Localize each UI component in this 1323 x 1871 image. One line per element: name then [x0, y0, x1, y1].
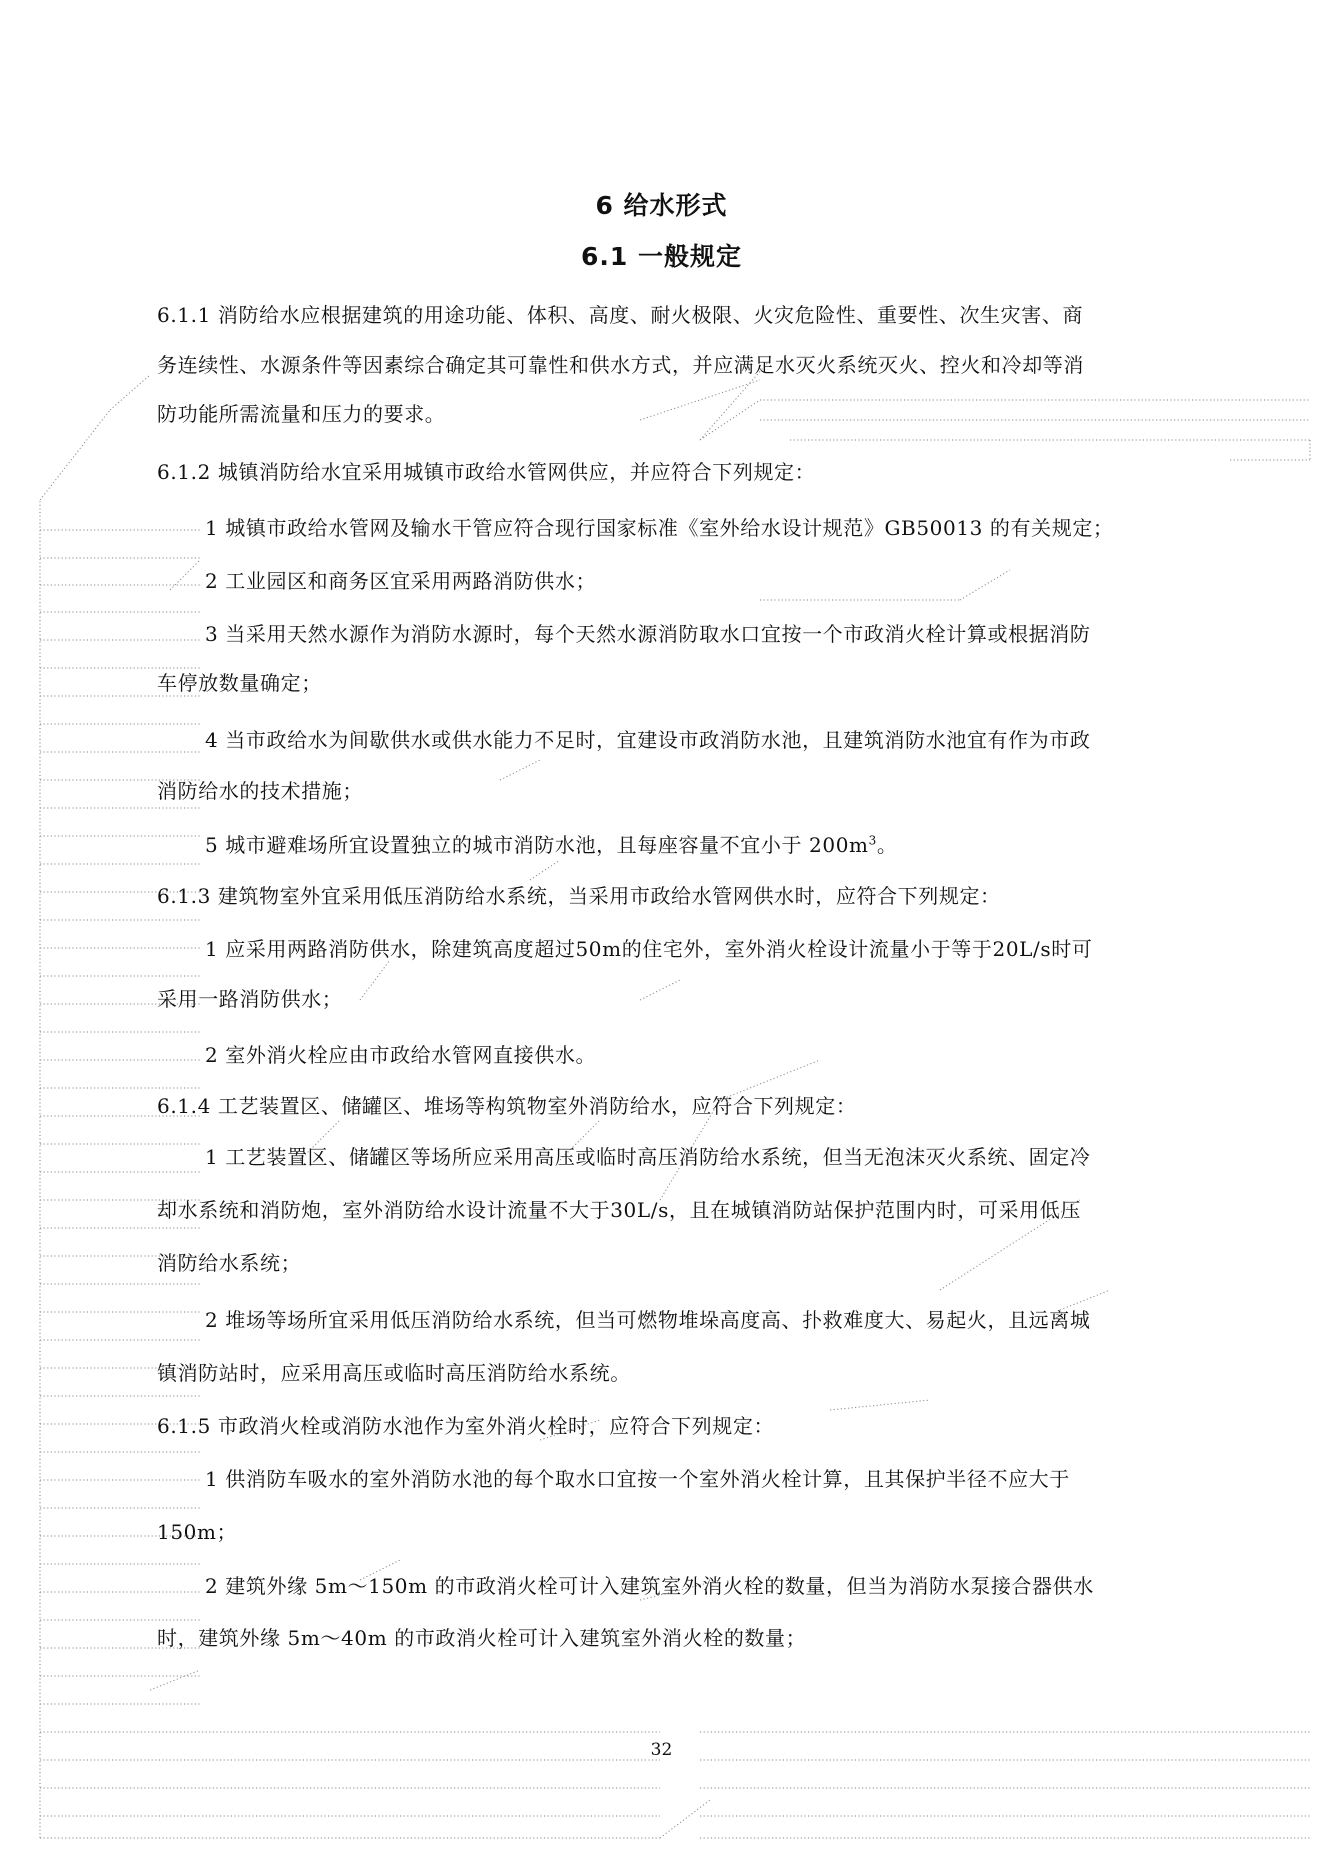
- clause-6-1-3-item-1-line-2: 采用一路消防供水；: [157, 987, 343, 1011]
- clause-6-1-2-item-5: [205, 831, 897, 859]
- superscript-cubed: 3: [868, 833, 877, 848]
- clause-6-1-3-item-2: 2 室外消火栓应由市政给水管网直接供水。: [205, 1043, 597, 1067]
- page-number: 32: [650, 1740, 673, 1760]
- clause-6-1-2-item-5-text: 5 城市避难场所宜设置独立的城市消防水池，且每座容量不宜小于 200m: [205, 833, 869, 857]
- clause-6-1-2-item-2: 2 工业园区和商务区宜采用两路消防供水；: [205, 569, 597, 593]
- clause-6-1-5-item-1-line-1: 1 供消防车吸水的室外消防水池的每个取水口宜按一个室外消火栓计算，且其保护半径不应大于: [205, 1467, 1070, 1491]
- clause-6-1-1-line-1: 6.1.1 消防给水应根据建筑的用途功能、体积、高度、耐火极限、火灾危险性、重要性、次生灾害、商: [157, 303, 1084, 327]
- clause-6-1-1-line-2: 务连续性、水源条件等因素综合确定其可靠性和供水方式，并应满足水灭火系统灭火、控火和冷却等消: [157, 353, 1084, 377]
- clause-6-1-4-heading: 6.1.4 工艺装置区、储罐区、堆场等构筑物室外消防给水，应符合下列规定：: [157, 1094, 857, 1118]
- clause-6-1-3-heading: 6.1.3 建筑物室外宜采用低压消防给水系统，当采用市政给水管网供水时，应符合下列规定：: [157, 884, 1001, 908]
- clause-6-1-2-item-1: 1 城镇市政给水管网及输水干管应符合现行国家标准《室外给水设计规范》GB50013 的有关规定；: [205, 516, 1114, 540]
- clause-6-1-2-item-3-line-1: 3 当采用天然水源作为消防水源时，每个天然水源消防取水口宜按一个市政消火栓计算或根据消防: [205, 622, 1091, 646]
- clause-6-1-5-item-2-line-2: 时，建筑外缘 5m～40m 的市政消火栓可计入建筑室外消火栓的数量；: [157, 1626, 807, 1650]
- section-heading: 6.1 一般规定: [581, 242, 742, 271]
- chapter-heading: 6 给水形式: [595, 191, 728, 220]
- clause-6-1-3-item-1-line-1: 1 应采用两路消防供水，除建筑高度超过50m的住宅外，室外消火栓设计流量小于等于20L/s时可: [205, 937, 1093, 961]
- clause-6-1-2-item-5-period: 。: [876, 833, 898, 857]
- clause-6-1-2-heading: 6.1.2 城镇消防给水宜采用城镇市政给水管网供应，并应符合下列规定：: [157, 460, 816, 484]
- clause-6-1-5-item-1-line-2: 150m；: [157, 1520, 238, 1544]
- clause-6-1-2-item-4-line-1: 4 当市政给水为间歇供水或供水能力不足时，宜建设市政消防水池，且建筑消防水池宜有作为市政: [205, 728, 1091, 752]
- clause-6-1-5-item-2-line-1: 2 建筑外缘 5m～150m 的市政消火栓可计入建筑室外消火栓的数量，但当为消防水泵接合器供水: [205, 1574, 1094, 1598]
- clause-6-1-4-item-1-line-1: 1 工艺装置区、储罐区等场所应采用高压或临时高压消防给水系统，但当无泡沫灭火系统、固定冷: [205, 1145, 1091, 1169]
- clause-6-1-4-item-2-line-1: 2 堆场等场所宜采用低压消防给水系统，但当可燃物堆垛高度高、扑救难度大、易起火，且远离城: [205, 1308, 1091, 1332]
- clause-6-1-4-item-1-line-2: 却水系统和消防炮，室外消防给水设计流量不大于30L/s，且在城镇消防站保护范围内时，可采用低压: [157, 1198, 1081, 1222]
- clause-6-1-5-heading: 6.1.5 市政消火栓或消防水池作为室外消火栓时，应符合下列规定：: [157, 1414, 775, 1438]
- clause-6-1-1-line-3: 防功能所需流量和压力的要求。: [157, 402, 446, 426]
- clause-6-1-4-item-2-line-2: 镇消防站时，应采用高压或临时高压消防给水系统。: [157, 1361, 631, 1385]
- clause-6-1-2-item-4-line-2: 消防给水的技术措施；: [157, 779, 363, 803]
- clause-6-1-4-item-1-line-3: 消防给水系统；: [157, 1251, 302, 1275]
- clause-6-1-2-item-3-line-2: 车停放数量确定；: [157, 671, 322, 695]
